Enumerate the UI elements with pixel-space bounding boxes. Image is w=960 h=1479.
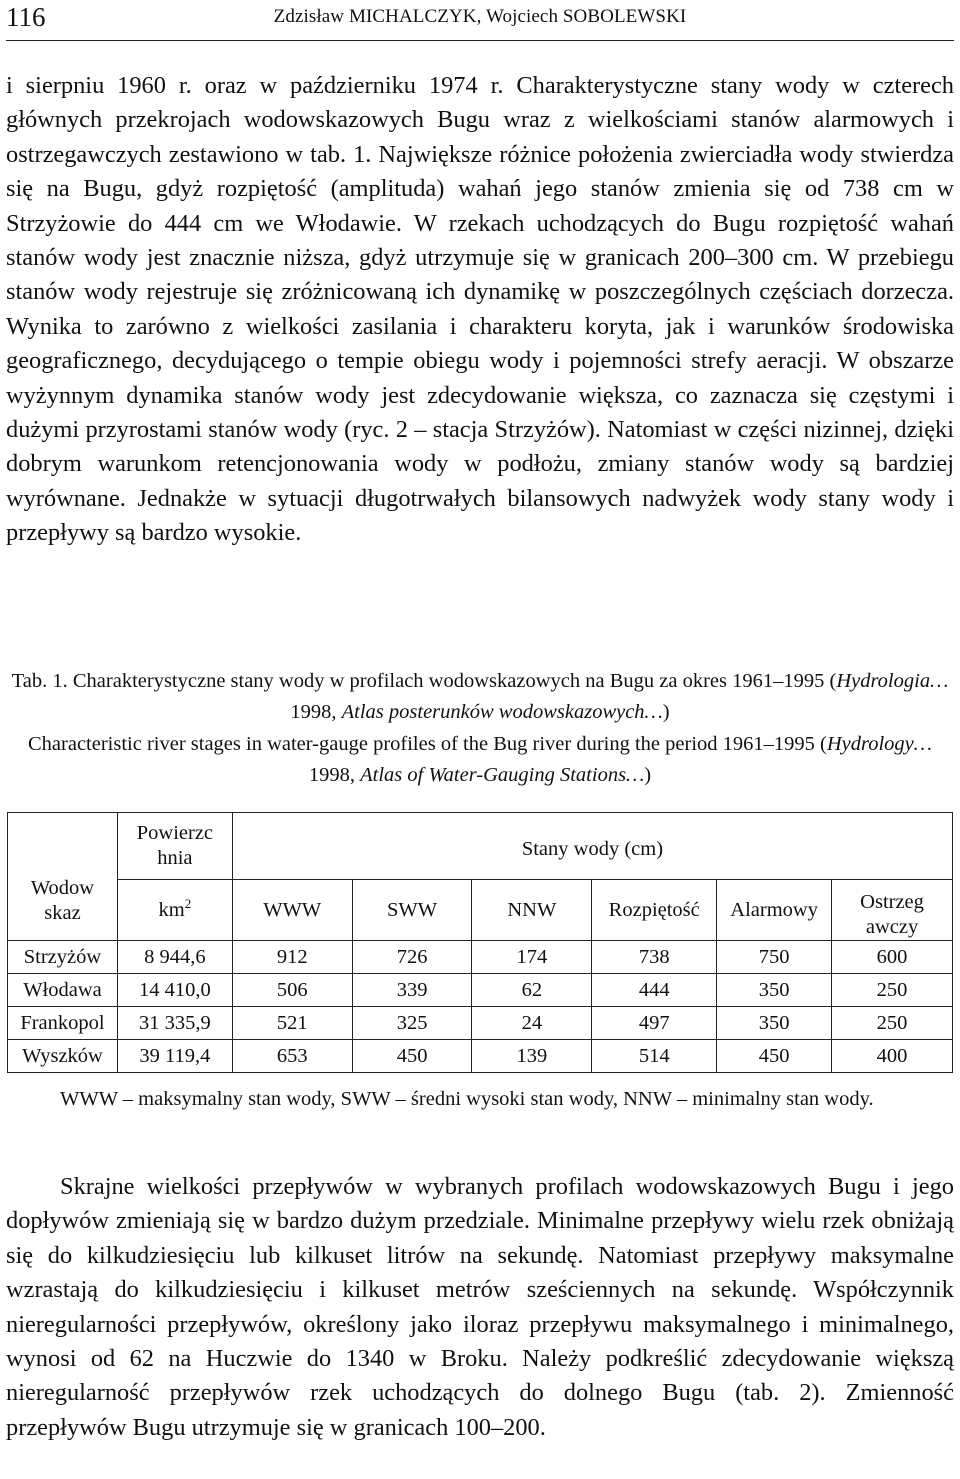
cell-alarm: 350 bbox=[717, 1007, 832, 1040]
cell-area: 31 335,9 bbox=[117, 1007, 232, 1040]
cell-warning: 600 bbox=[832, 941, 953, 974]
table-row bbox=[8, 1040, 953, 1073]
table-row bbox=[8, 1007, 953, 1040]
cell-nnw: 24 bbox=[472, 1007, 592, 1040]
page-header bbox=[6, 0, 954, 42]
header-www: WWW bbox=[232, 880, 352, 941]
table-header-row-2 bbox=[8, 880, 953, 941]
cell-gauge: Frankopol bbox=[8, 1007, 118, 1040]
cell-warning: 250 bbox=[832, 974, 953, 1007]
table-footnote: WWW – maksymalny stan wody, SWW – średni wysoki stan wody, NNW – minimalny stan wody. bbox=[60, 1088, 874, 1110]
table-row bbox=[8, 974, 953, 1007]
cell-alarm: 350 bbox=[717, 974, 832, 1007]
cell-nnw: 62 bbox=[472, 974, 592, 1007]
table-row bbox=[8, 941, 953, 974]
page-number: 116 bbox=[6, 2, 46, 32]
caption-en-mid: 1998, bbox=[308, 764, 361, 786]
header-water-stages: Stany wody (cm) bbox=[232, 813, 952, 880]
cell-area: 14 410,0 bbox=[117, 974, 232, 1007]
cell-range: 497 bbox=[592, 1007, 717, 1040]
caption-en-source-1: Hydrology… bbox=[826, 733, 932, 755]
header-range: Rozpiętość bbox=[592, 880, 717, 941]
cell-nnw: 174 bbox=[472, 941, 592, 974]
caption-en-source-2: Atlas of Water-Gauging Stations… bbox=[360, 764, 645, 786]
body-paragraph-2-text: Skrajne wielkości przepływów w wybranych profilach wodowskazowych Bugu i jego dopływów zmieniają się w bardzo dużym przedziale. Minimalne przepływy wielu rzek obniżają się do kilkudziesięciu lub kilkuset litrów na sekundę. Natomiast przepływy maksymalne wzrastają do kilkudziesięciu i kilkuset metrów sześciennych na sekundę. Współczynnik nieregularności przepływów, określony jako iloraz przepływu maksymalnego i minimalnego, wynosi od 62 na Huczwie do 1340 w Broku. Należy podkreślić zdecydowanie większą nieregularność przepływów rzek uchodzących do dolnego Bugu (tab. 2). Zmienność przepływów Bugu utrzymuje się w granicach 100–200. bbox=[6, 1173, 954, 1441]
cell-nnw: 139 bbox=[472, 1040, 592, 1073]
header-gauge: Wodowskaz bbox=[8, 813, 118, 941]
cell-www: 653 bbox=[232, 1040, 352, 1073]
header-warning: Ostrzegawczy bbox=[832, 880, 953, 941]
cell-range: 738 bbox=[592, 941, 717, 974]
header-area-label: Powierzchnia bbox=[117, 813, 232, 880]
header-area-unit: $km^2$ bbox=[117, 880, 232, 941]
caption-pl-text: Charakterystyczne stany wody w profilach wodowskazowych na Bugu za okres 1961–1995 ( bbox=[72, 670, 837, 692]
caption-pl-source-2: Atlas posterunków wodowskazowych… bbox=[341, 701, 663, 723]
cell-sww: 726 bbox=[352, 941, 472, 974]
cell-warning: 250 bbox=[832, 1007, 953, 1040]
cell-alarm: 450 bbox=[717, 1040, 832, 1073]
header-rule bbox=[6, 40, 954, 41]
header-sww: SWW bbox=[352, 880, 472, 941]
cell-range: 444 bbox=[592, 974, 717, 1007]
caption-en-end: ) bbox=[644, 764, 652, 786]
cell-sww: 450 bbox=[352, 1040, 472, 1073]
caption-pl-source-1: Hydrologia… bbox=[836, 670, 949, 692]
cell-gauge: Włodawa bbox=[8, 974, 118, 1007]
table-header-row-1 bbox=[8, 813, 953, 880]
cell-area: 39 119,4 bbox=[117, 1040, 232, 1073]
cell-area: 8 944,6 bbox=[117, 941, 232, 974]
body-paragraph-2 bbox=[6, 1170, 954, 1445]
cell-gauge: Strzyżów bbox=[8, 941, 118, 974]
cell-www: 506 bbox=[232, 974, 352, 1007]
cell-alarm: 750 bbox=[717, 941, 832, 974]
cell-www: 521 bbox=[232, 1007, 352, 1040]
cell-range: 514 bbox=[592, 1040, 717, 1073]
table-caption-english bbox=[6, 729, 954, 791]
running-head-authors: Zdzisław MICHALCZYK, Wojciech SOBOLEWSKI bbox=[273, 6, 687, 27]
water-stages-table bbox=[7, 812, 953, 1073]
cell-warning: 400 bbox=[832, 1040, 953, 1073]
header-nnw: NNW bbox=[472, 880, 592, 941]
cell-www: 912 bbox=[232, 941, 352, 974]
header-alarm: Alarmowy bbox=[717, 880, 832, 941]
caption-pl-mid: 1998, bbox=[290, 701, 342, 723]
body-paragraph-1: i sierpniu 1960 r. oraz w październiku 1974 r. Charakterystyczne stany wody w czterech głównych przekrojach wodowskazowych Bugu wraz z wielkościami stanów alarmowych i ostrzegawczych zestawiono w tab. 1. Największe różnice położenia zwierciadła wody stwierdza się na Bugu, gdyż rozpiętość (amplituda) wahań jego stanów zmienia się od 738 cm w Strzyżowie do 444 cm we Włodawie. W rzekach uchodzących do Bugu rozpiętość wahań stanów wody jest znacznie niższa, gdyż utrzymuje się w granicach 200–300 cm. W przebiegu stanów wody rejestruje się zróżnicowaną ich dynamikę w poszczególnych częściach dorzecza. Wynika to zarówno z wielkości zasilania i charakteru koryta, jak i warunków środowiska geograficznego, decydującego o tempie obiegu wody i pojemności strefy aeracji. W obszarze wyżynnym dynamika stanów wody jest zdecydowanie większa, co zaznacza się częstymi i dużymi przyrostami stanów wody (ryc. 2 – stacja Strzyżów). Natomiast w części nizinnej, dzięki dobrym warunkom retencjonowania wody w podłożu, zmiany stanów wody są bardziej wyrównane. Jednakże w sytuacji długotrwałych bilansowych nadwyżek wody stany wody i przepływy są bardzo wysokie. bbox=[6, 72, 954, 547]
cell-gauge: Wyszków bbox=[8, 1040, 118, 1073]
table-label: Tab. 1. bbox=[11, 670, 68, 692]
table-caption-polish bbox=[6, 666, 954, 728]
caption-en-text: Characteristic river stages in water-gauge profiles of the Bug river during the period 1961–1995 ( bbox=[28, 733, 827, 755]
caption-pl-end: ) bbox=[662, 701, 670, 723]
cell-sww: 325 bbox=[352, 1007, 472, 1040]
cell-sww: 339 bbox=[352, 974, 472, 1007]
